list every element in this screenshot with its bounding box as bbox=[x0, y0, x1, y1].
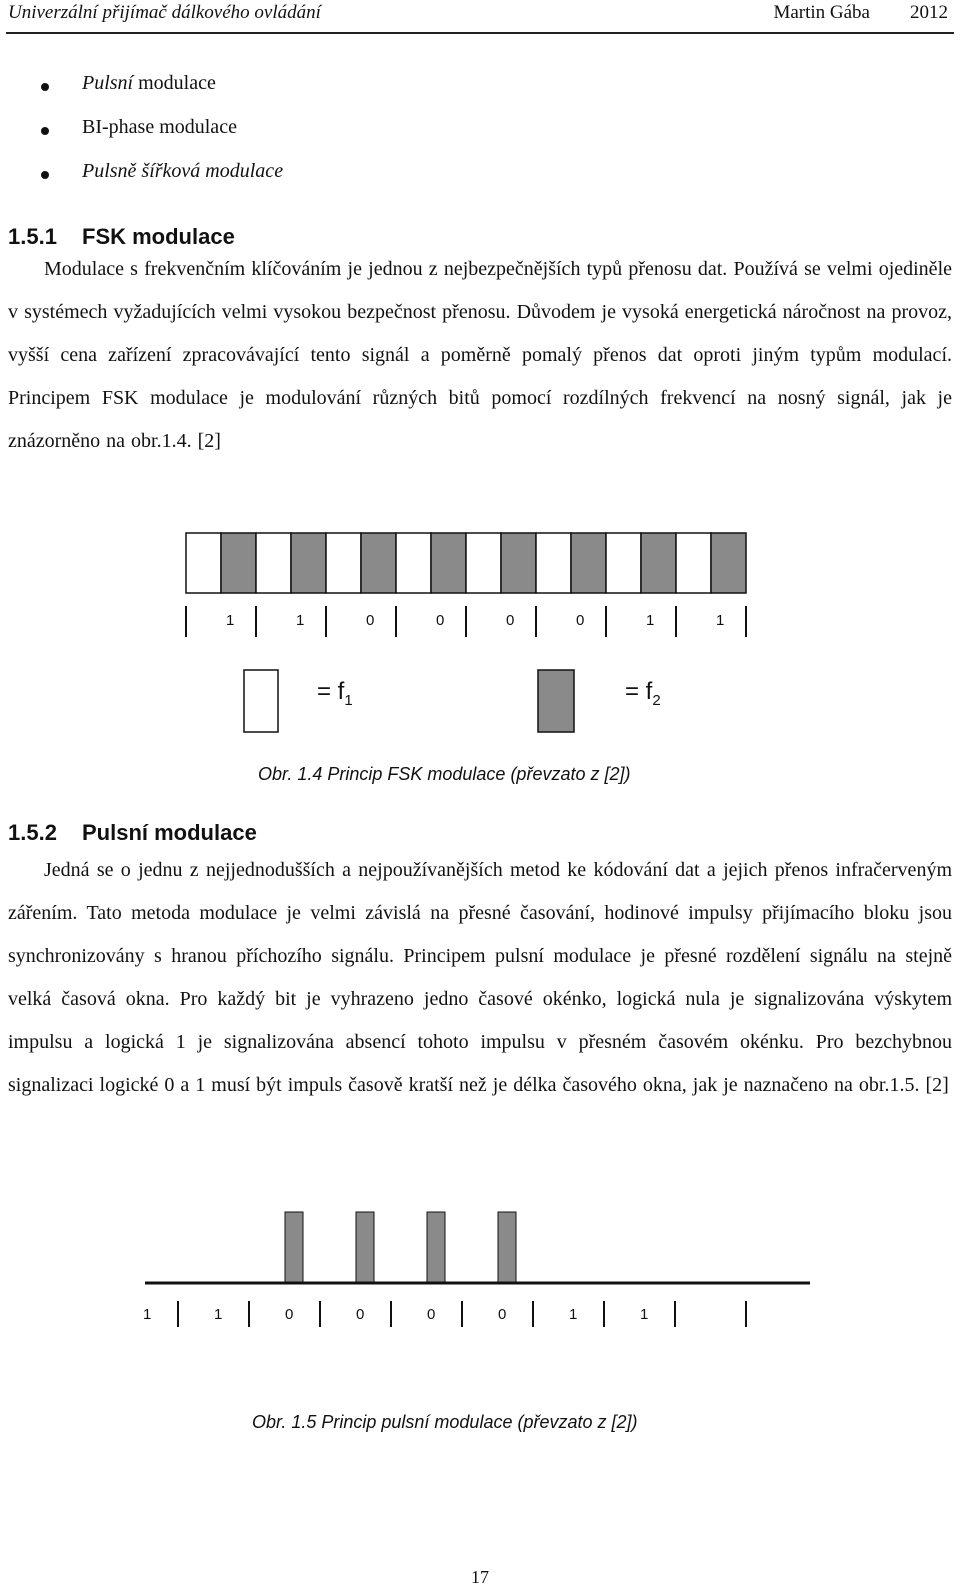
bit-cell-8-second-half bbox=[711, 533, 746, 593]
legend-f2-swatch bbox=[538, 670, 574, 732]
bullet-emphasis: Pulsně šířková modulace bbox=[82, 160, 284, 182]
pulse-bit-6 bbox=[498, 1212, 516, 1282]
bit-label: 0 bbox=[436, 612, 445, 629]
bullet-text: modulace bbox=[133, 72, 216, 94]
legend-f1-subscript: 1 bbox=[344, 692, 353, 709]
bit-cell-3-second-half bbox=[361, 533, 396, 593]
section-title: FSK modulace bbox=[82, 224, 235, 249]
list-item bbox=[0, 114, 960, 158]
bit-cell-3-first-half bbox=[326, 533, 361, 593]
bit-cell-2-second-half bbox=[291, 533, 326, 593]
page-number: 17 bbox=[471, 1567, 489, 1587]
bit-cell-7-second-half bbox=[641, 533, 676, 593]
section-heading-pulse bbox=[8, 820, 257, 846]
bit-label: 1 bbox=[226, 612, 235, 629]
bit-cell-8-first-half bbox=[676, 533, 711, 593]
section-title: Pulsní modulace bbox=[82, 820, 257, 845]
bit-label: 1 bbox=[296, 612, 305, 629]
bit-label: 1 bbox=[716, 612, 725, 629]
bit-label: 0 bbox=[285, 1306, 294, 1323]
bit-label: 1 bbox=[640, 1306, 649, 1323]
bit-cell-2-first-half bbox=[256, 533, 291, 593]
bullet-icon bbox=[41, 127, 49, 135]
legend-f1-label: = $f_1$ bbox=[317, 678, 353, 709]
bit-label: 0 bbox=[427, 1306, 436, 1323]
header-rule bbox=[6, 32, 954, 34]
list-item bbox=[0, 70, 960, 114]
legend-f1-swatch bbox=[244, 670, 278, 732]
legend-f2-label: = $f_2$ bbox=[625, 678, 661, 709]
list-item bbox=[0, 158, 960, 202]
bit-label: 1 bbox=[143, 1306, 152, 1323]
paragraph-pulse: Jedná se o jednu z nejjednodušších a nejpoužívanějších metod ke kódování dat a jejich přenos infračerveným zářením. Tato metoda modulace je velmi závislá na přesné časování, hodinové impulsy přijímacího bloku jsou synchronizovány s hranou příchozího signálu. Principem pulsní modulace je přesné rozdělení signálu na stejně velká časová okna. Pro každý bit je vyhrazeno jedno časové okénko, logická nula je signalizována výskytem impulsu a logická 1 je signalizována absencí tohoto impulsu v přesném časovém okénku. Pro bezchybnou signalizaci logické 0 a 1 musí být impuls časově kratší než je délka časového okna, jak je naznačeno na obr.1.5. [2] bbox=[8, 859, 952, 1096]
bit-label: 1 bbox=[569, 1306, 578, 1323]
bit-cell-1-second-half bbox=[221, 533, 256, 593]
bit-label: 0 bbox=[498, 1306, 507, 1323]
page-header bbox=[0, 0, 960, 36]
header-title: Univerzální přijímač dálkového ovládání bbox=[8, 2, 321, 23]
pulse-bit-5 bbox=[427, 1212, 445, 1282]
bit-cell-6-second-half bbox=[571, 533, 606, 593]
section-number: 1.5.2 bbox=[8, 820, 57, 845]
fsk-diagram bbox=[0, 520, 960, 745]
bit-cell-4-second-half bbox=[431, 533, 466, 593]
bit-cell-5-first-half bbox=[466, 533, 501, 593]
section-heading-fsk bbox=[8, 224, 235, 250]
bullet-text: BI-phase modulace bbox=[82, 116, 237, 138]
bit-cell-4-first-half bbox=[396, 533, 431, 593]
bit-label: 1 bbox=[214, 1306, 223, 1323]
bit-cell-5-second-half bbox=[501, 533, 536, 593]
header-right bbox=[733, 2, 948, 24]
paragraph-fsk: Modulace s frekvenčním klíčováním je jednou z nejbezpečnějších typů přenosu dat. Používá se velmi ojediněle v systémech vyžadujících velmi vysokou bezpečnost přenosu. Důvodem je vysoká energetická náročnost na provoz, vyšší cena zařízení zpracovávající tento signál a poměrně pomalý přenos dat oproti jiným typům modulací. Principem FSK modulace je modulování různých bitů pomocí rozdílných frekvencí na nosný signál, jak je znázorněno na obr.1.4. [2] bbox=[8, 258, 952, 452]
figure-caption-pulse: Obr. 1.5 Princip pulsní modulace (převzato z [2]) bbox=[252, 1412, 638, 1432]
header-year: 2012 bbox=[910, 2, 948, 23]
bit-cell-6-first-half bbox=[536, 533, 571, 593]
legend-f2-subscript: 2 bbox=[652, 692, 661, 709]
pulse-bit-4 bbox=[356, 1212, 374, 1282]
bit-label: 1 bbox=[646, 612, 655, 629]
bit-label: 0 bbox=[506, 612, 515, 629]
bit-label: 0 bbox=[356, 1306, 365, 1323]
bit-label: 0 bbox=[576, 612, 585, 629]
section-number: 1.5.1 bbox=[8, 224, 57, 249]
pulse-diagram bbox=[0, 1205, 960, 1405]
bullet-icon bbox=[41, 83, 49, 91]
pulse-bit-3 bbox=[285, 1212, 303, 1282]
bullet-list bbox=[0, 70, 960, 202]
bit-label: 0 bbox=[366, 612, 375, 629]
bit-cell-1-first-half bbox=[186, 533, 221, 593]
bit-cell-7-first-half bbox=[606, 533, 641, 593]
figure-caption-fsk: Obr. 1.4 Princip FSK modulace (převzato z [2]) bbox=[258, 764, 631, 784]
header-author: Martin Gába bbox=[773, 2, 870, 23]
bullet-emphasis: Pulsní bbox=[82, 72, 134, 94]
figure-pulse bbox=[0, 1205, 960, 1405]
bullet-icon bbox=[41, 171, 49, 179]
figure-fsk bbox=[0, 520, 960, 745]
